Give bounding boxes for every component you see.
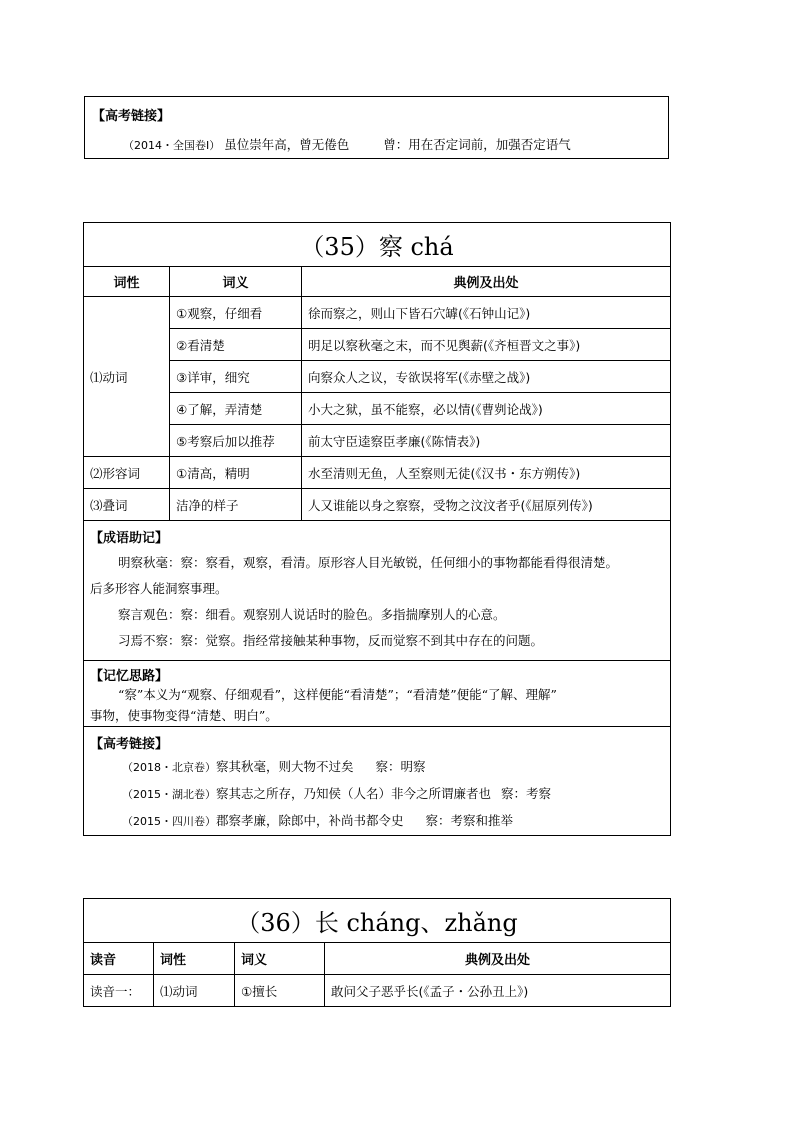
- header-meaning: 词义: [170, 267, 302, 297]
- idiom-section: [84, 521, 671, 661]
- meaning-cell: ①清高，精明: [170, 457, 302, 489]
- reading-cell: 读音一：: [84, 975, 154, 1007]
- meaning-cell: ⑤考察后加以推荐: [170, 425, 302, 457]
- memory-heading: 【记忆思路】: [90, 669, 169, 684]
- table-row: [84, 425, 671, 457]
- header-meaning: 词义: [235, 943, 325, 975]
- table-row: [84, 457, 671, 489]
- gaokao-heading: 【高考链接】: [90, 737, 169, 752]
- meaning-cell: ④了解，弄清楚: [170, 393, 302, 425]
- header-example: 典例及出处: [325, 943, 671, 975]
- memory-section: [84, 661, 671, 727]
- gaokao-source: （2014・全国卷Ⅰ）: [123, 139, 221, 152]
- example-cell: 水至清则无鱼，人至察则无徒(《汉书・东方朔传》): [302, 457, 671, 489]
- gaokao-source: （2015・湖北卷）: [122, 788, 216, 801]
- entry-35-table: [83, 222, 671, 836]
- gaokao-source: （2018・北京卷）: [122, 761, 216, 774]
- gaokao-link-heading: 【高考链接】: [92, 109, 171, 124]
- idiom-item: 明察秋毫：察：察看，观察，看清。原形容人目光敏锐，任何细小的事物都能看得很清楚。: [118, 555, 619, 570]
- gaokao-item: [90, 781, 664, 808]
- entry-36-title: （36）长 cháng、zhǎng: [84, 899, 671, 943]
- table-row: [84, 975, 671, 1007]
- idiom-item: 后多形容人能洞察事理。: [90, 581, 228, 596]
- idiom-heading: 【成语助记】: [90, 531, 169, 546]
- meaning-cell: ③详审，细究: [170, 361, 302, 393]
- gaokao-note: 察：考察: [501, 786, 552, 801]
- table-row: [84, 329, 671, 361]
- gaokao-sentence: 虽位崇年高，曾无倦色: [224, 137, 350, 152]
- example-cell: 徐而察之，则山下皆石穴罅(《石钟山记》): [302, 297, 671, 329]
- entry-36-table: [83, 898, 671, 1007]
- table-row: [84, 297, 671, 329]
- meaning-cell: ②看清楚: [170, 329, 302, 361]
- example-cell: 明足以察秋毫之末，而不见舆薪(《齐桓晋文之事》): [302, 329, 671, 361]
- example-cell: 人又谁能以身之察察，受物之汶汶者乎(《屈原列传》): [302, 489, 671, 521]
- table-row: [84, 393, 671, 425]
- gaokao-sentence: 郡察孝廉，除郎中，补尚书都令史: [216, 813, 404, 828]
- gaokao-note: 察：考察和推举: [425, 813, 514, 828]
- gaokao-link-line: [123, 135, 571, 153]
- example-cell: 小大之狱，虽不能察，必以情(《曹刿论战》): [302, 393, 671, 425]
- table-row: [84, 489, 671, 521]
- header-pos: 词性: [154, 943, 235, 975]
- idiom-item: 习焉不察：察：觉察。指经常接触某种事物，反而觉察不到其中存在的问题。: [118, 633, 544, 648]
- gaokao-sentence: 察其志之所存，乃知侯（人名）非今之所谓廉者也: [216, 786, 492, 801]
- example-cell: 敢问父子恶乎长(《孟子・公孙丑上》): [325, 975, 671, 1007]
- example-cell: 前太守臣逵察臣孝廉(《陈情表》): [302, 425, 671, 457]
- gaokao-source: （2015・四川卷）: [122, 815, 216, 828]
- meaning-cell: ①擅长: [235, 975, 325, 1007]
- gaokao-section: [84, 727, 671, 836]
- pos-cell: ⑴动词: [84, 297, 170, 457]
- gaokao-note: 曾：用在否定词前，加强否定语气: [383, 137, 571, 152]
- meaning-cell: 洁净的样子: [170, 489, 302, 521]
- header-reading: 读音: [84, 943, 154, 975]
- pos-cell: ⑶叠词: [84, 489, 170, 521]
- memory-line: “察”本义为“观察、仔细观看”，这样便能“看清楚”；“看清楚”便能“了解、理解”: [118, 687, 557, 702]
- idiom-item: 察言观色：察：细看。观察别人说话时的脸色。多指揣摩别人的心意。: [118, 607, 506, 622]
- header-pos: 词性: [84, 267, 170, 297]
- pos-cell: ⑵形容词: [84, 457, 170, 489]
- table-row: [84, 361, 671, 393]
- gaokao-sentence: 察其秋毫，则大物不过矣: [216, 759, 354, 774]
- gaokao-link-box: [84, 96, 669, 159]
- meaning-cell: ①观察，仔细看: [170, 297, 302, 329]
- gaokao-item: [90, 808, 664, 835]
- memory-line: 事物，使事物变得“清楚、明白”。: [90, 708, 278, 723]
- entry-35-title: （35）察 chá: [84, 223, 671, 267]
- example-cell: 向察众人之议，专欲误将军(《赤壁之战》): [302, 361, 671, 393]
- gaokao-item: [90, 754, 664, 781]
- header-example: 典例及出处: [302, 267, 671, 297]
- gaokao-note: 察：明察: [375, 759, 426, 774]
- pos-cell: ⑴动词: [154, 975, 235, 1007]
